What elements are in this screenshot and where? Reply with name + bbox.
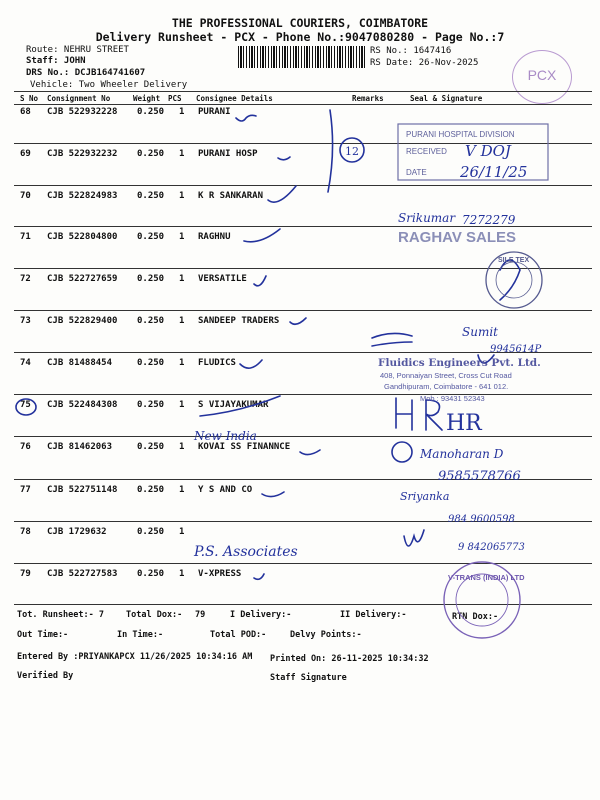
fluidics-stamp-addr1: 408, Ponnaiyan Street, Cross Cut Road (380, 371, 512, 380)
fluidics-stamp-addr2: Gandhipuram, Coimbatore - 641 012. (384, 382, 509, 391)
manoharan-signature: Manoharan D (420, 447, 504, 461)
manoharan-number: 9585578766 (438, 469, 521, 484)
purani-date-label: DATE (406, 168, 427, 177)
i-delivery: I Delivery:- (230, 610, 292, 620)
row-pcs: 1 (179, 232, 185, 242)
row-consignee: Y S AND CO (198, 485, 253, 495)
tick-mark (268, 186, 296, 202)
row-weight: 0.250 (137, 400, 165, 410)
signature-scribble (392, 442, 412, 462)
row-consignee: SANDEEP TRADERS (198, 316, 280, 326)
row-consignee: S VIJAYAKUMAR (198, 400, 269, 410)
purani-date: 26/11/25 (460, 163, 528, 181)
sumit-signature: Sumit (462, 325, 498, 339)
tick-mark (262, 492, 284, 497)
tick-mark (278, 157, 290, 160)
row-consignee: K R SANKARAN (198, 191, 264, 201)
row-weight: 0.250 (137, 358, 165, 368)
delvy-points: Delvy Points:- (290, 630, 362, 640)
row-pcs: 1 (179, 442, 185, 452)
sile-tex-text: SILE TEX (498, 257, 530, 264)
row-pcs: 1 (179, 527, 185, 537)
row-pcs: 1 (179, 358, 185, 368)
row-consignee: PURANI HOSP (198, 149, 258, 159)
row-consignment: CJB 522727583 (47, 569, 118, 579)
row-pcs: 1 (179, 485, 185, 495)
row-sno: 78 (20, 527, 31, 537)
signature-scribble (372, 333, 412, 346)
row-sno: 69 (20, 149, 31, 159)
row-weight: 0.250 (137, 442, 165, 452)
rs-number: RS No.: 1647416 (370, 46, 452, 56)
company-title: THE PROFESSIONAL COURIERS, COIMBATORE (171, 16, 429, 30)
row-consignment: CJB 522932228 (47, 107, 118, 117)
sumit-number: 9945614P (490, 344, 542, 355)
sile-tex-stamp (486, 252, 542, 308)
staff-signature: Staff Signature (270, 673, 347, 683)
tick-mark (244, 229, 280, 242)
rs-date: RS Date: 26-Nov-2025 (370, 58, 479, 68)
row-consignee: VERSATILE (198, 274, 247, 284)
row-weight: 0.250 (137, 316, 165, 326)
tick-mark (300, 450, 320, 455)
out-time: Out Time:- (17, 630, 69, 640)
tick-mark (254, 276, 266, 286)
col-sno: S No (20, 94, 39, 103)
srikumar-signature: Srikumar (398, 211, 456, 225)
row-consignee: PURANI (198, 107, 231, 117)
row-pcs: 1 (179, 274, 185, 284)
vehicle-label: Vehicle: Two Wheeler Delivery (30, 80, 188, 90)
row-consignment: CJB 522484308 (47, 400, 118, 410)
row-sno: 71 (20, 232, 31, 242)
row-pcs: 1 (179, 107, 185, 117)
row-consignment: CJB 522824983 (47, 191, 118, 201)
printed-on: Printed On: 26-11-2025 10:34:32 (270, 654, 429, 664)
pcx-stamp-text: PCX (527, 67, 557, 83)
purani-stamp (398, 124, 548, 181)
new-india-note: New India (194, 429, 257, 443)
col-weight: Weight (133, 94, 161, 103)
purani-stamp-title: PURANI HOSPITAL DIVISION (406, 130, 515, 139)
row-pcs: 1 (179, 316, 185, 326)
row-weight: 0.250 (137, 149, 165, 159)
purani-initial: V DOJ (465, 142, 511, 160)
row-sno: 72 (20, 274, 31, 284)
row-consignee: KOVAI SS FINANNCE (198, 442, 291, 452)
row-consignee: FLUDICS (198, 358, 236, 368)
row-sno: 74 (20, 358, 31, 368)
row-weight: 0.250 (137, 107, 165, 117)
col-remarks: Remarks (352, 94, 384, 103)
row-sno: 70 (20, 191, 31, 201)
circled-row-mark (16, 399, 36, 415)
tick-mark (254, 574, 264, 579)
col-pcs: PCS (168, 94, 182, 103)
ps-associates-note: P.S. Associates (194, 544, 298, 560)
signature-scribble (404, 530, 424, 546)
verified-by: Verified By (17, 671, 74, 681)
row-weight: 0.250 (137, 527, 165, 537)
row-weight: 0.250 (137, 232, 165, 242)
staff-label: Staff: JOHN (26, 56, 86, 66)
row-sno: 68 (20, 107, 31, 117)
rtn-dox: RTN Dox:- (452, 612, 499, 622)
runsheet-subtitle: Delivery Runsheet - PCX - Phone No.:9047080280 - Page No.:7 (95, 30, 505, 44)
drs-number: DRS No.: DCJB164741607 (26, 68, 146, 78)
priyanka-number: 984 9600598 (448, 514, 515, 525)
row-consignment: CJB 81488454 (47, 358, 113, 368)
remark-stroke (328, 110, 333, 192)
row-pcs: 1 (179, 149, 185, 159)
row-consignment: CJB 522932232 (47, 149, 118, 159)
row-sno: 76 (20, 442, 31, 452)
row-consignee: V-XPRESS (198, 569, 242, 579)
fluidics-stamp-name: Fluidics Engineers Pvt. Ltd. (378, 357, 541, 369)
route-label: Route: NEHRU STREET (26, 45, 129, 55)
tick-mark (236, 115, 256, 121)
row-weight: 0.250 (137, 485, 165, 495)
row-pcs: 1 (179, 191, 185, 201)
row-sno: 73 (20, 316, 31, 326)
vtrans-stamp (444, 562, 525, 638)
col-consignment: Consignment No (47, 94, 111, 103)
row-consignment: CJB 522804800 (47, 232, 118, 242)
total-dox-value: 79 (195, 610, 206, 620)
tot-runsheet: Tot. Runsheet:- 7 (17, 610, 104, 620)
priyanka-signature: Sriyanka (400, 490, 450, 503)
row-consignment: CJB 522727659 (47, 274, 118, 284)
raghav-stamp-text: RAGHAV SALES (398, 229, 517, 246)
purani-received-label: RECEIVED (406, 147, 447, 156)
hr-text: HR (446, 411, 482, 436)
row-consignment: CJB 1729632 (47, 527, 107, 537)
total-pod: Total POD:- (210, 630, 267, 640)
row78-number: 9 842065773 (458, 542, 525, 553)
in-time: In Time:- (117, 630, 164, 640)
tick-mark (290, 318, 306, 324)
circled-12: 12 (345, 145, 359, 158)
row-weight: 0.250 (137, 274, 165, 284)
row-pcs: 1 (179, 400, 185, 410)
ii-delivery: II Delivery:- (340, 610, 407, 620)
col-seal-signature: Seal & Signature (410, 94, 483, 103)
tick-mark (240, 360, 262, 368)
row-sno: 77 (20, 485, 31, 495)
total-dox-label: Total Dox:- (126, 610, 183, 620)
vtrans-stamp-text: V-TRANS (INDIA) LTD (448, 573, 525, 582)
row-pcs: 1 (179, 569, 185, 579)
entered-by: Entered By :PRIYANKAPCX 11/26/2025 10:34:16 AM (17, 652, 253, 662)
srikumar-number: 7272279 (462, 213, 516, 227)
row-consignment: CJB 522829400 (47, 316, 118, 326)
row-weight: 0.250 (137, 569, 165, 579)
row-consignee: RAGHNU (198, 232, 231, 242)
col-consignee: Consignee Details (196, 94, 273, 103)
row-consignment: CJB 81462063 (47, 442, 113, 452)
row-sno: 75 (20, 400, 31, 410)
row-weight: 0.250 (137, 191, 165, 201)
row-sno: 79 (20, 569, 31, 579)
row-consignment: CJB 522751148 (47, 485, 118, 495)
tick-mark (200, 396, 280, 416)
fluidics-stamp-mob: Mob : 93431 52343 (420, 394, 485, 403)
